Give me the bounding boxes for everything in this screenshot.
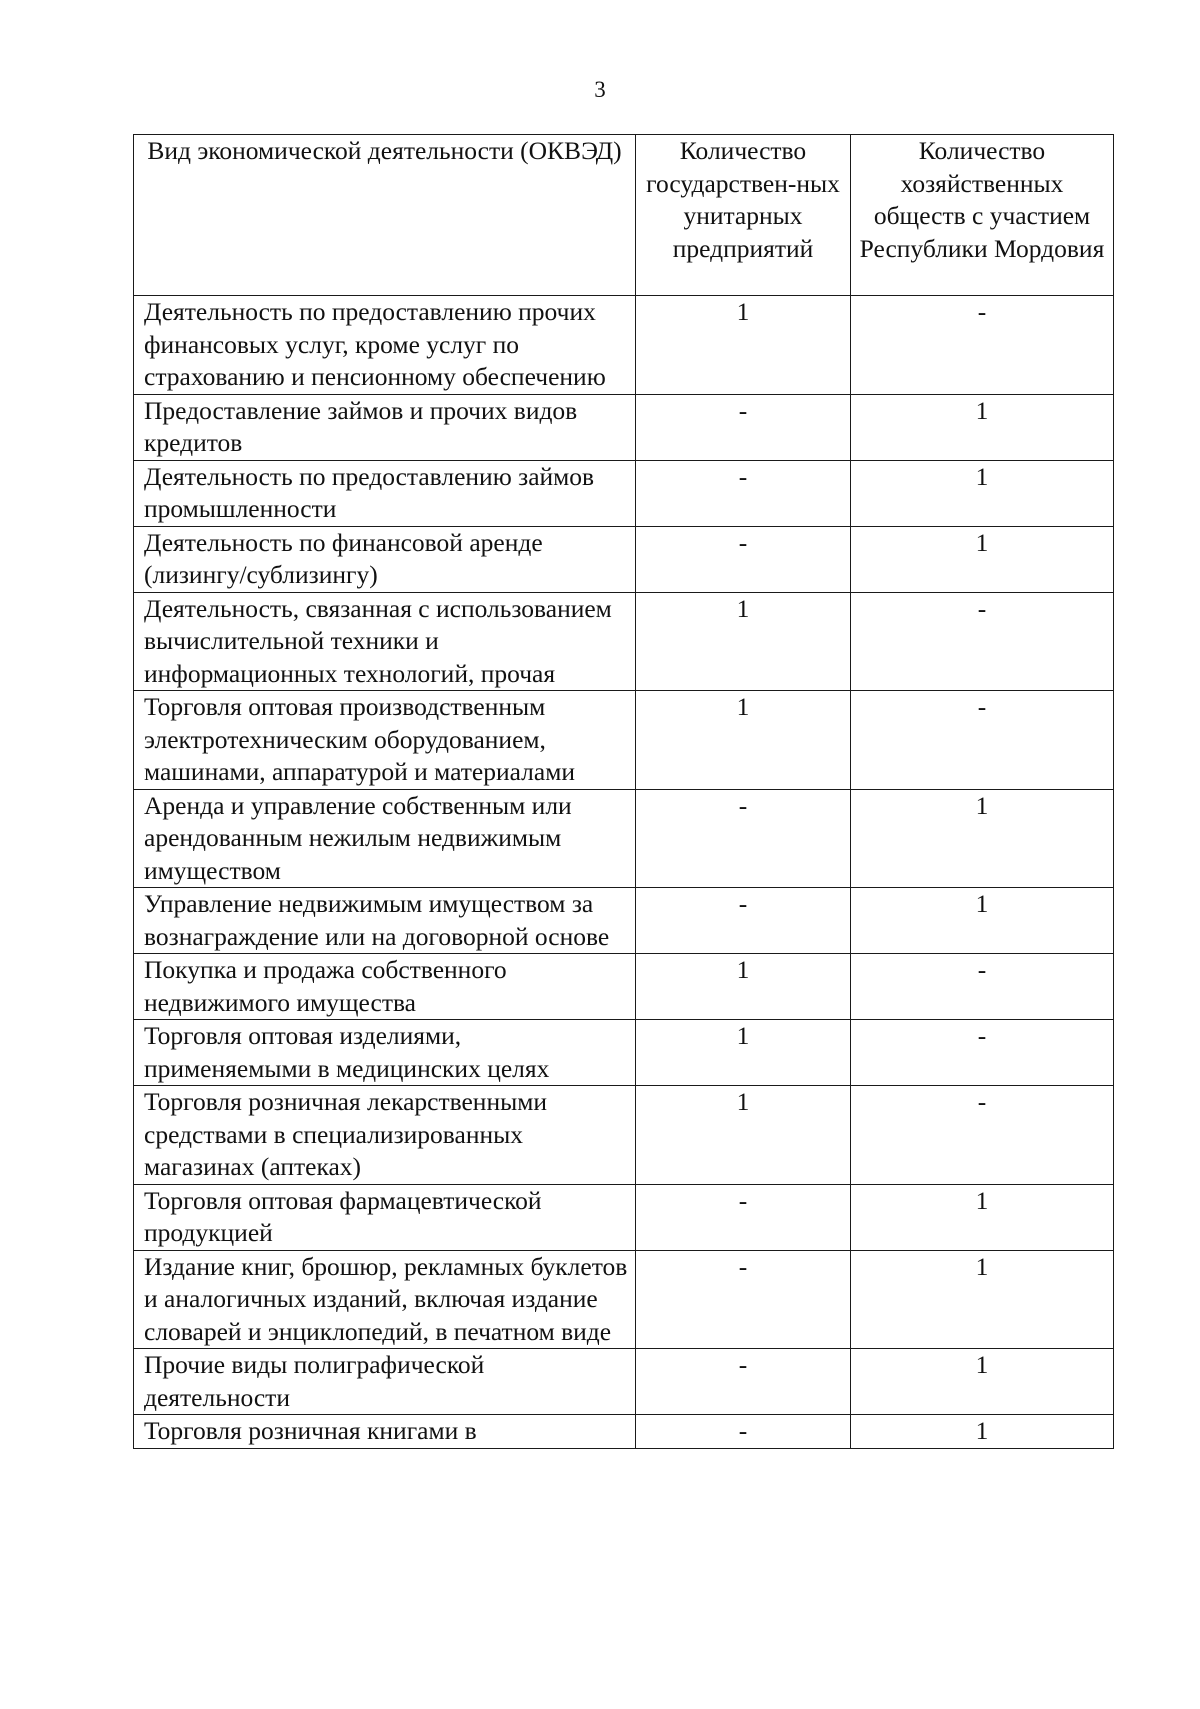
business-companies-count: - [851, 954, 1114, 1020]
activity-cell: Управление недвижимым имуществом за вознаграждение или на договорной основе [134, 888, 636, 954]
activity-cell: Деятельность по предоставлению прочих финансовых услуг, кроме услуг по страхованию и пенсионному обеспечению [134, 296, 636, 395]
activity-cell: Торговля оптовая производственным электротехническим оборудованием, машинами, аппаратурой и материалами [134, 691, 636, 790]
business-companies-count: 1 [851, 1250, 1114, 1349]
table-row [134, 592, 1114, 691]
business-companies-count: 1 [851, 526, 1114, 592]
header-state-enterprises: Количество государствен-ных унитарных предприятий [636, 135, 851, 296]
business-companies-count: 1 [851, 1349, 1114, 1415]
state-enterprises-count: - [636, 394, 851, 460]
business-companies-count: 1 [851, 1184, 1114, 1250]
state-enterprises-count: - [636, 1349, 851, 1415]
activity-table [133, 134, 1114, 1449]
activity-cell: Издание книг, брошюр, рекламных буклетов и аналогичных изданий, включая издание словарей и энциклопедий, в печатном виде [134, 1250, 636, 1349]
state-enterprises-count: 1 [636, 691, 851, 790]
table-row [134, 1184, 1114, 1250]
business-companies-count: 1 [851, 789, 1114, 888]
table-row [134, 460, 1114, 526]
business-companies-count: - [851, 592, 1114, 691]
activity-cell: Аренда и управление собственным или арендованным нежилым недвижимым имуществом [134, 789, 636, 888]
business-companies-count: 1 [851, 394, 1114, 460]
activity-cell: Торговля розничная книгами в [134, 1415, 636, 1449]
table-row [134, 1250, 1114, 1349]
activity-cell: Деятельность, связанная с использованием вычислительной техники и информационных технологий, прочая [134, 592, 636, 691]
business-companies-count: - [851, 296, 1114, 395]
activity-cell: Торговля розничная лекарственными средствами в специализированных магазинах (аптеках) [134, 1086, 636, 1185]
table-body [134, 296, 1114, 1449]
table-header [134, 135, 1114, 296]
table-row [134, 1086, 1114, 1185]
table-row [134, 1415, 1114, 1449]
activity-cell: Прочие виды полиграфической деятельности [134, 1349, 636, 1415]
business-companies-count: - [851, 691, 1114, 790]
business-companies-count: 1 [851, 888, 1114, 954]
table-row [134, 394, 1114, 460]
table-header-row [134, 135, 1114, 296]
state-enterprises-count: - [636, 1250, 851, 1349]
activity-cell: Деятельность по финансовой аренде (лизингу/сублизингу) [134, 526, 636, 592]
state-enterprises-count: 1 [636, 592, 851, 691]
activity-cell: Деятельность по предоставлению займов промышленности [134, 460, 636, 526]
state-enterprises-count: - [636, 888, 851, 954]
state-enterprises-count: - [636, 526, 851, 592]
business-companies-count: 1 [851, 460, 1114, 526]
table-row [134, 888, 1114, 954]
table-row [134, 1349, 1114, 1415]
table-row [134, 789, 1114, 888]
state-enterprises-count: - [636, 1415, 851, 1449]
header-activity: Вид экономической деятельности (ОКВЭД) [134, 135, 636, 296]
activity-cell: Предоставление займов и прочих видов кредитов [134, 394, 636, 460]
state-enterprises-count: 1 [636, 1086, 851, 1185]
business-companies-count: - [851, 1086, 1114, 1185]
state-enterprises-count: - [636, 460, 851, 526]
table-row [134, 296, 1114, 395]
state-enterprises-count: 1 [636, 1020, 851, 1086]
header-business-companies: Количество хозяйственных обществ с участием Республики Мордовия [851, 135, 1114, 296]
table-row [134, 526, 1114, 592]
state-enterprises-count: 1 [636, 954, 851, 1020]
table-row [134, 954, 1114, 1020]
activity-cell: Торговля оптовая фармацевтической продукцией [134, 1184, 636, 1250]
activity-cell: Покупка и продажа собственного недвижимого имущества [134, 954, 636, 1020]
state-enterprises-count: - [636, 789, 851, 888]
business-companies-count: - [851, 1020, 1114, 1086]
business-companies-count: 1 [851, 1415, 1114, 1449]
table-row [134, 691, 1114, 790]
state-enterprises-count: 1 [636, 296, 851, 395]
activity-cell: Торговля оптовая изделиями, применяемыми в медицинских целях [134, 1020, 636, 1086]
state-enterprises-count: - [636, 1184, 851, 1250]
table-row [134, 1020, 1114, 1086]
page-number: 3 [594, 77, 606, 102]
